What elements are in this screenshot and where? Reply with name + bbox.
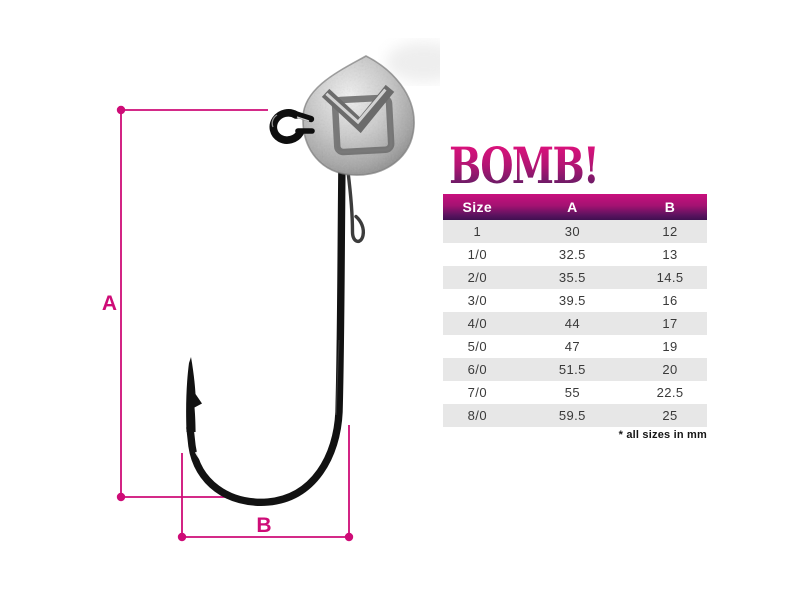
- cell-a: 51.5: [558, 362, 586, 377]
- cell-size: 4/0: [467, 316, 487, 331]
- cell-b: 20: [662, 362, 678, 377]
- table-row: [443, 243, 707, 266]
- cell-b: 25: [662, 408, 678, 423]
- cell-b: 14.5: [656, 270, 684, 285]
- hook: [186, 160, 363, 502]
- dot-a-top: [117, 106, 125, 114]
- units-footnote: * all sizes in mm: [618, 429, 707, 441]
- cell-b: 17: [662, 316, 678, 331]
- dot-a-bottom: [117, 493, 125, 501]
- cell-a: 30: [564, 224, 580, 239]
- cell-b: 13: [662, 247, 678, 262]
- table-row: [443, 266, 707, 289]
- cell-a: 55: [564, 385, 580, 400]
- cell-size: 3/0: [467, 293, 487, 308]
- table-row: [443, 220, 707, 243]
- table-row: [443, 358, 707, 381]
- col-header-b: B: [633, 194, 707, 220]
- keeper-wire: [348, 172, 363, 241]
- table-header-row: [443, 194, 707, 220]
- dimension-label-b: B: [256, 514, 272, 537]
- product-title-block: [443, 141, 663, 191]
- product-title: BOMB!: [449, 141, 599, 191]
- hook-bend-highlight: [196, 452, 313, 486]
- hook-shank-and-bend: [190, 160, 342, 502]
- dot-b-left: [178, 533, 186, 541]
- size-table-body: [443, 220, 707, 427]
- cell-size: 1: [473, 224, 482, 239]
- cell-size: 7/0: [467, 385, 487, 400]
- cell-b: 22.5: [656, 385, 684, 400]
- cell-a: 39.5: [558, 293, 586, 308]
- table-row: [443, 289, 707, 312]
- col-header-a: A: [512, 194, 633, 220]
- cell-size: 8/0: [467, 408, 487, 423]
- cell-a: 32.5: [558, 247, 586, 262]
- cell-size: 5/0: [467, 339, 487, 354]
- cell-size: 6/0: [467, 362, 487, 377]
- cell-a: 44: [564, 316, 580, 331]
- cell-size: 1/0: [467, 247, 487, 262]
- cell-b: 16: [662, 293, 678, 308]
- size-table: [443, 194, 707, 427]
- cell-size: 2/0: [467, 270, 487, 285]
- table-row: [443, 404, 707, 427]
- cell-a: 47: [564, 339, 580, 354]
- table-row: [443, 381, 707, 404]
- cell-a: 35.5: [558, 270, 586, 285]
- size-table-header: [443, 194, 707, 220]
- table-row: [443, 312, 707, 335]
- cell-b: 19: [662, 339, 678, 354]
- cell-a: 59.5: [558, 408, 586, 423]
- dimension-label-a: A: [101, 292, 117, 315]
- table-row: [443, 335, 707, 358]
- cell-b: 12: [662, 224, 678, 239]
- col-header-size: Size: [443, 194, 512, 220]
- dot-b-right: [345, 533, 353, 541]
- hook-point-and-barb: [186, 357, 202, 432]
